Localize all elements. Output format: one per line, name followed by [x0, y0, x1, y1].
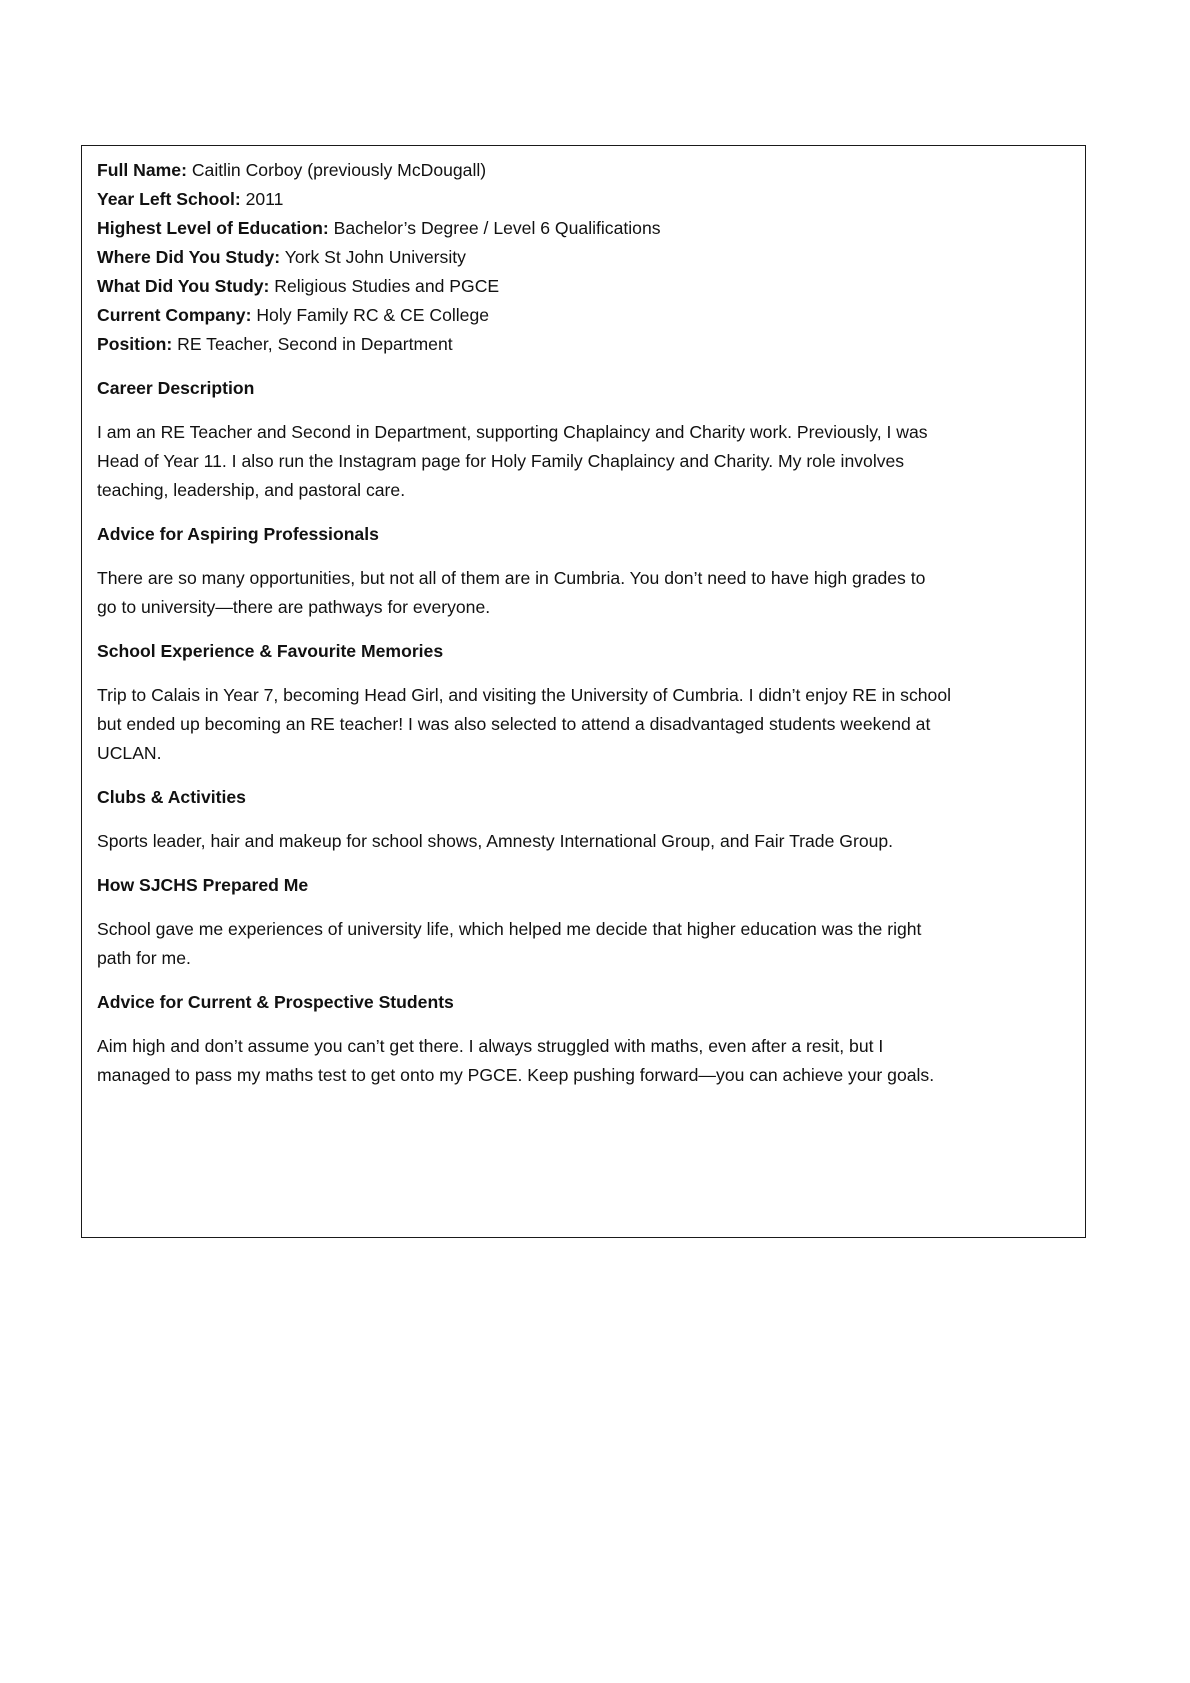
section-heading: Advice for Aspiring Professionals: [97, 524, 379, 544]
paragraph-line: teaching, leadership, and pastoral care.: [97, 480, 406, 500]
education-level-value: Bachelor’s Degree / Level 6 Qualifications: [333, 218, 661, 238]
position-row: [97, 330, 453, 359]
paragraph-line: Trip to Calais in Year 7, becoming Head Girl, and visiting the University of Cumbria. I didn’t enjoy RE in school: [97, 685, 952, 705]
paragraph-line: managed to pass my maths test to get onto my PGCE. Keep pushing forward—you can achieve your goals.: [97, 1065, 935, 1085]
section-how-sjchs-prepared-me: [97, 871, 1075, 973]
study-subject-label: What Did You Study:: [97, 276, 270, 296]
section-heading: School Experience & Favourite Memories: [97, 641, 444, 661]
full-name-label: Full Name:: [97, 160, 187, 180]
section-advice-aspiring-professionals: [97, 520, 1075, 622]
paragraph-line: UCLAN.: [97, 743, 162, 763]
paragraph-line: Head of Year 11. I also run the Instagram page for Holy Family Chaplaincy and Charity. My role involves: [97, 451, 905, 471]
paragraph-line: There are so many opportunities, but not all of them are in Cumbria. You don’t need to have high grades to: [97, 568, 926, 588]
section-advice-current-students: [97, 988, 1075, 1090]
full-name-value: Caitlin Corboy (previously McDougall): [191, 160, 487, 180]
study-subject-value: Religious Studies and PGCE: [274, 276, 500, 296]
alumni-profile-box: [81, 145, 1086, 1238]
profile-info-list: [97, 156, 1075, 359]
paragraph-line: School gave me experiences of university life, which helped me decide that higher education was the right: [97, 919, 922, 939]
section-heading: Advice for Current & Prospective Students: [97, 992, 454, 1012]
study-location-label: Where Did You Study:: [97, 247, 281, 267]
paragraph-line: Sports leader, hair and makeup for school shows, Amnesty International Group, and Fair Trade Group.: [97, 831, 894, 851]
section-paragraph: [97, 915, 1075, 973]
study-location-row: [97, 243, 466, 272]
year-left-school-label: Year Left School:: [97, 189, 241, 209]
section-heading: Clubs & Activities: [97, 787, 246, 807]
paragraph-line: path for me.: [97, 948, 191, 968]
study-subject-row: [97, 272, 499, 301]
current-company-value: Holy Family RC & CE College: [256, 305, 490, 325]
education-level-label: Highest Level of Education:: [97, 218, 329, 238]
profile-content: [97, 156, 1075, 1105]
current-company-label: Current Company:: [97, 305, 252, 325]
year-left-school-row: [97, 185, 283, 214]
paragraph-line: I am an RE Teacher and Second in Department, supporting Chaplaincy and Charity work. Previously, I was: [97, 422, 928, 442]
paragraph-line: Aim high and don’t assume you can’t get there. I always struggled with maths, even after a resit, but I: [97, 1036, 884, 1056]
section-paragraph: [97, 681, 1075, 768]
section-heading: Career Description: [97, 378, 255, 398]
section-clubs-activities: [97, 783, 1075, 856]
paragraph-line: go to university—there are pathways for everyone.: [97, 597, 491, 617]
education-level-row: [97, 214, 661, 243]
year-left-school-value: 2011: [245, 189, 284, 209]
full-name-row: [97, 156, 486, 185]
current-company-row: [97, 301, 489, 330]
paragraph-line: but ended up becoming an RE teacher! I was also selected to attend a disadvantaged students weekend at: [97, 714, 931, 734]
section-paragraph: [97, 418, 1075, 505]
section-paragraph: [97, 827, 1075, 856]
section-paragraph: [97, 564, 1075, 622]
study-location-value: York St John University: [284, 247, 466, 267]
section-heading: How SJCHS Prepared Me: [97, 875, 309, 895]
section-paragraph: [97, 1032, 1075, 1090]
position-label: Position:: [97, 334, 173, 354]
section-career-description: [97, 374, 1075, 505]
position-value: RE Teacher, Second in Department: [177, 334, 453, 354]
section-school-experience: [97, 637, 1075, 768]
